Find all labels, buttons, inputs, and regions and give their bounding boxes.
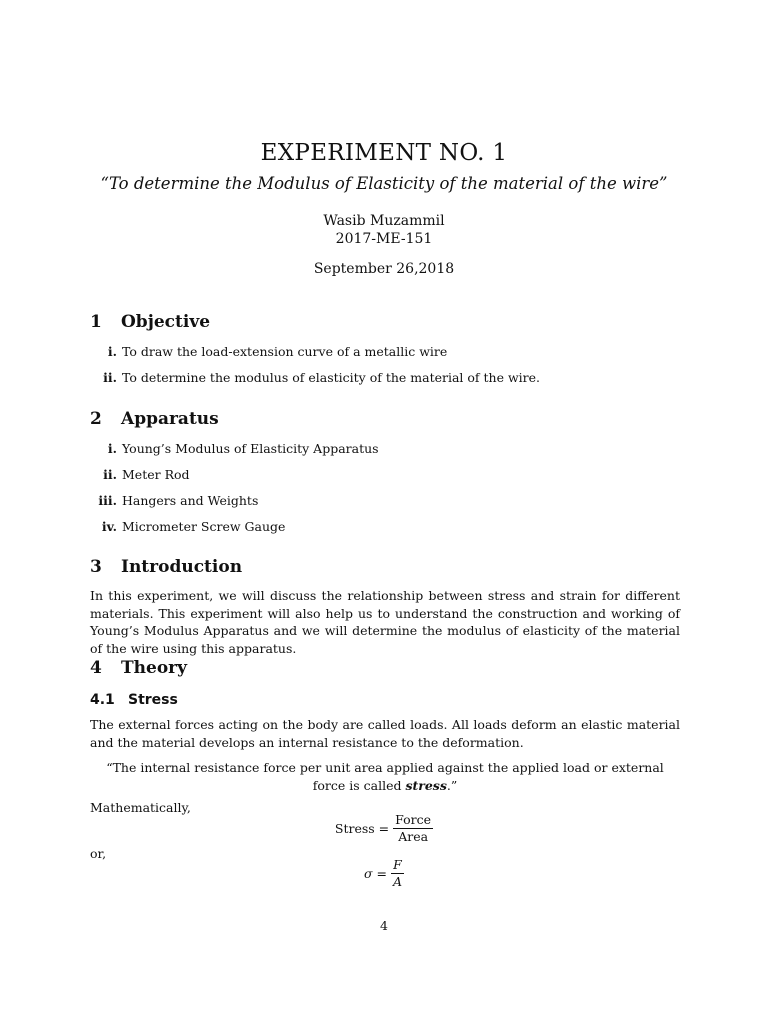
subsection-number: 4.1	[90, 692, 115, 708]
list-item-text: Young’s Modulus of Elasticity Apparatus	[122, 441, 379, 456]
list-item-text: Hangers and Weights	[122, 493, 259, 508]
quote-end: .”	[446, 777, 458, 793]
section-apparatus-heading	[90, 409, 219, 429]
equation-fraction	[393, 812, 433, 845]
section-title: Objective	[121, 312, 211, 332]
section-number: 3	[90, 557, 102, 577]
mathematically-label: Mathematically,	[90, 800, 191, 815]
objective-list	[90, 343, 540, 395]
author-name: Wasib Muzammil	[323, 213, 445, 229]
stress-paragraph: The external forces acting on the body are called loads. All loads deform an elastic material and the material develops an internal resistance to the deformation.	[90, 717, 680, 750]
fraction-numerator: F	[393, 857, 402, 872]
document-date: September 26,2018	[313, 261, 455, 277]
stress-equation	[0, 812, 768, 845]
list-item	[90, 369, 540, 395]
list-marker: ii.	[103, 467, 117, 482]
section-number: 4	[90, 658, 102, 678]
list-marker: iii.	[98, 493, 117, 508]
section-introduction-heading	[90, 557, 242, 577]
list-item-text: To determine the modulus of elasticity of the material of the wire.	[122, 370, 541, 385]
section-number: 2	[90, 409, 102, 429]
list-item-text: Micrometer Screw Gauge	[122, 519, 286, 534]
equation-lhs: σ =	[363, 866, 387, 881]
list-item	[90, 518, 379, 544]
fraction-denominator: A	[392, 874, 402, 889]
introduction-paragraph: In this experiment, we will discuss the relationship between stress and strain for different materials. This experiment will also help us to understand the construction and working of Young’s Modulus Apparatus and we will determine the modulus of elasticity of the material of the wire using this apparatus.	[90, 588, 680, 656]
page-number: 4	[380, 918, 388, 933]
or-label: or,	[90, 846, 107, 861]
author-block	[0, 212, 768, 248]
list-item-text: To draw the load-extension curve of a metallic wire	[122, 344, 448, 359]
section-title: Introduction	[121, 557, 243, 577]
list-item	[90, 343, 540, 369]
equation-lhs: Stress =	[334, 821, 390, 836]
section-title: Apparatus	[121, 409, 219, 429]
apparatus-list	[90, 440, 379, 544]
page-subtitle: “To determine the Modulus of Elasticity of the material of the wire”	[100, 174, 668, 193]
list-item	[90, 492, 379, 518]
equation-fraction	[391, 857, 404, 890]
subsection-stress-heading	[90, 692, 178, 708]
list-item	[90, 466, 379, 492]
section-title: Theory	[121, 658, 187, 678]
quote-term: stress	[405, 777, 447, 793]
author-id: 2017-ME-151	[335, 231, 433, 247]
list-item	[90, 440, 379, 466]
list-item-text: Meter Rod	[122, 467, 190, 482]
list-marker: i.	[107, 441, 117, 456]
stress-definition-quote	[90, 759, 680, 794]
list-marker: iv.	[101, 519, 117, 534]
list-marker: i.	[107, 344, 117, 359]
fraction-numerator: Force	[395, 812, 432, 827]
quote-text: “The internal resistance force per unit area applied against the applied load or external force is called	[106, 760, 664, 793]
section-theory-heading	[90, 658, 187, 678]
subsection-title: Stress	[128, 692, 178, 708]
section-number: 1	[90, 312, 102, 332]
list-marker: ii.	[103, 370, 117, 385]
page-title: EXPERIMENT NO. 1	[260, 140, 508, 166]
section-objective-heading	[90, 312, 210, 332]
sigma-equation	[0, 857, 768, 890]
fraction-denominator: Area	[393, 828, 433, 845]
